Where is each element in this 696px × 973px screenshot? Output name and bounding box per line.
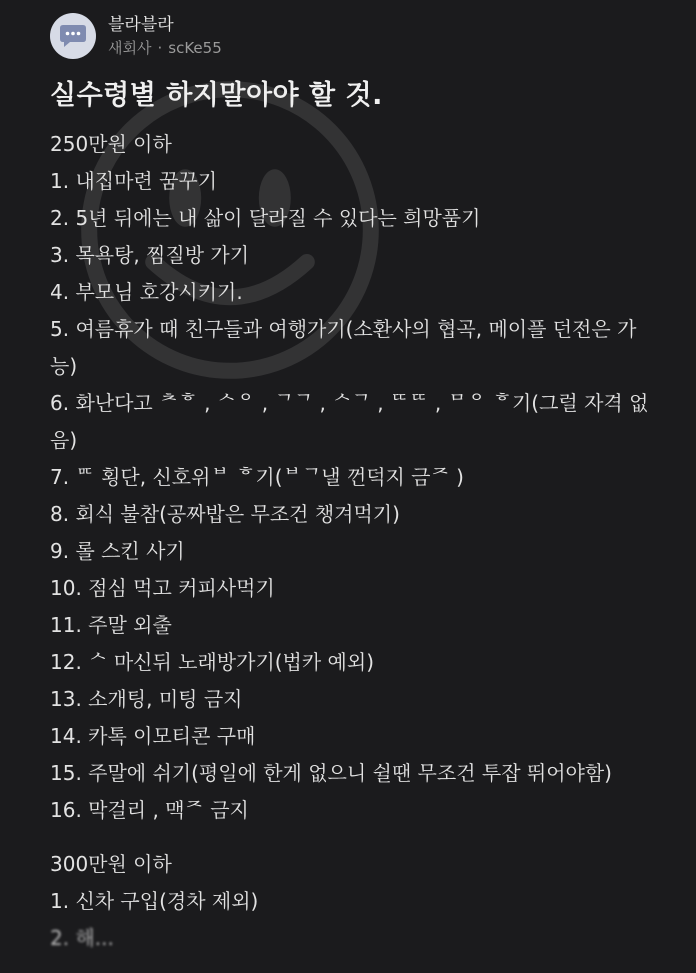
chat-bubble-icon bbox=[59, 23, 87, 49]
list-item: 4. 부모님 호강시키기. bbox=[50, 280, 243, 304]
list-item: 16. 막걸리 , 맥ᄌ 금지 bbox=[50, 798, 249, 822]
author-handle: scKe55 bbox=[168, 39, 222, 57]
list-item: 11. 주말 외출 bbox=[50, 613, 172, 637]
list-item: 6. 화난다고 ᄎᄒ , ᄉᄋ , ᄀᄀ , ᄉᄀ , ᄄᄄ , ᄆᄋ ᄒ기(그럴 자격 없음) bbox=[50, 391, 649, 452]
author-block bbox=[108, 14, 222, 58]
list-item: 15. 주말에 쉬기(평일에 한게 없으니 쉴땐 무조건 투잡 뛰어야함) bbox=[50, 761, 612, 785]
author-meta bbox=[108, 38, 222, 58]
post-title: 실수령별 하지말아야 할 것. bbox=[50, 80, 383, 111]
section-heading-250: 250만원 이하 bbox=[50, 132, 172, 156]
list-item: 3. 목욕탕, 찜질방 가기 bbox=[50, 243, 250, 267]
list-item: 2. 5년 뒤에는 내 삶이 달라질 수 있다는 희망품기 bbox=[50, 206, 481, 230]
list-item: 1. 신차 구입(경차 제외) bbox=[50, 889, 259, 913]
meta-separator: · bbox=[157, 39, 163, 57]
list-item: 9. 롤 스킨 사기 bbox=[50, 539, 185, 563]
list-item: 1. 내집마련 꿈꾸기 bbox=[50, 169, 218, 193]
list-item: 12. ᄉ 마신뒤 노래방가기(법카 예외) bbox=[50, 650, 375, 674]
avatar[interactable] bbox=[50, 13, 96, 59]
list-item: 13. 소개팅, 미팅 금지 bbox=[50, 687, 243, 711]
list-item: 2. 해... bbox=[50, 926, 114, 950]
list-item: 7. ᄆᄃ 횡단, 신호위ᄇ ᄒ기(ᄇᄀ낼 껀덕지 금ᄌ ) bbox=[50, 465, 464, 489]
author-name[interactable]: 블라블라 bbox=[108, 15, 174, 35]
list-item: 5. 여름휴가 때 친구들과 여행가기(소환사의 협곡, 메이플 던전은 가능) bbox=[50, 317, 637, 378]
list-item: 10. 점심 먹고 커피사먹기 bbox=[50, 576, 275, 600]
section-heading-300: 300만원 이하 bbox=[50, 852, 172, 876]
list-item: 8. 회식 불참(공짜밥은 무조건 챙겨먹기) bbox=[50, 502, 400, 526]
author-company: 새회사 bbox=[108, 39, 152, 57]
post-body bbox=[50, 126, 660, 957]
section-gap bbox=[50, 829, 660, 846]
list-item: 14. 카톡 이모티콘 구매 bbox=[50, 724, 256, 748]
post-header bbox=[50, 11, 222, 61]
